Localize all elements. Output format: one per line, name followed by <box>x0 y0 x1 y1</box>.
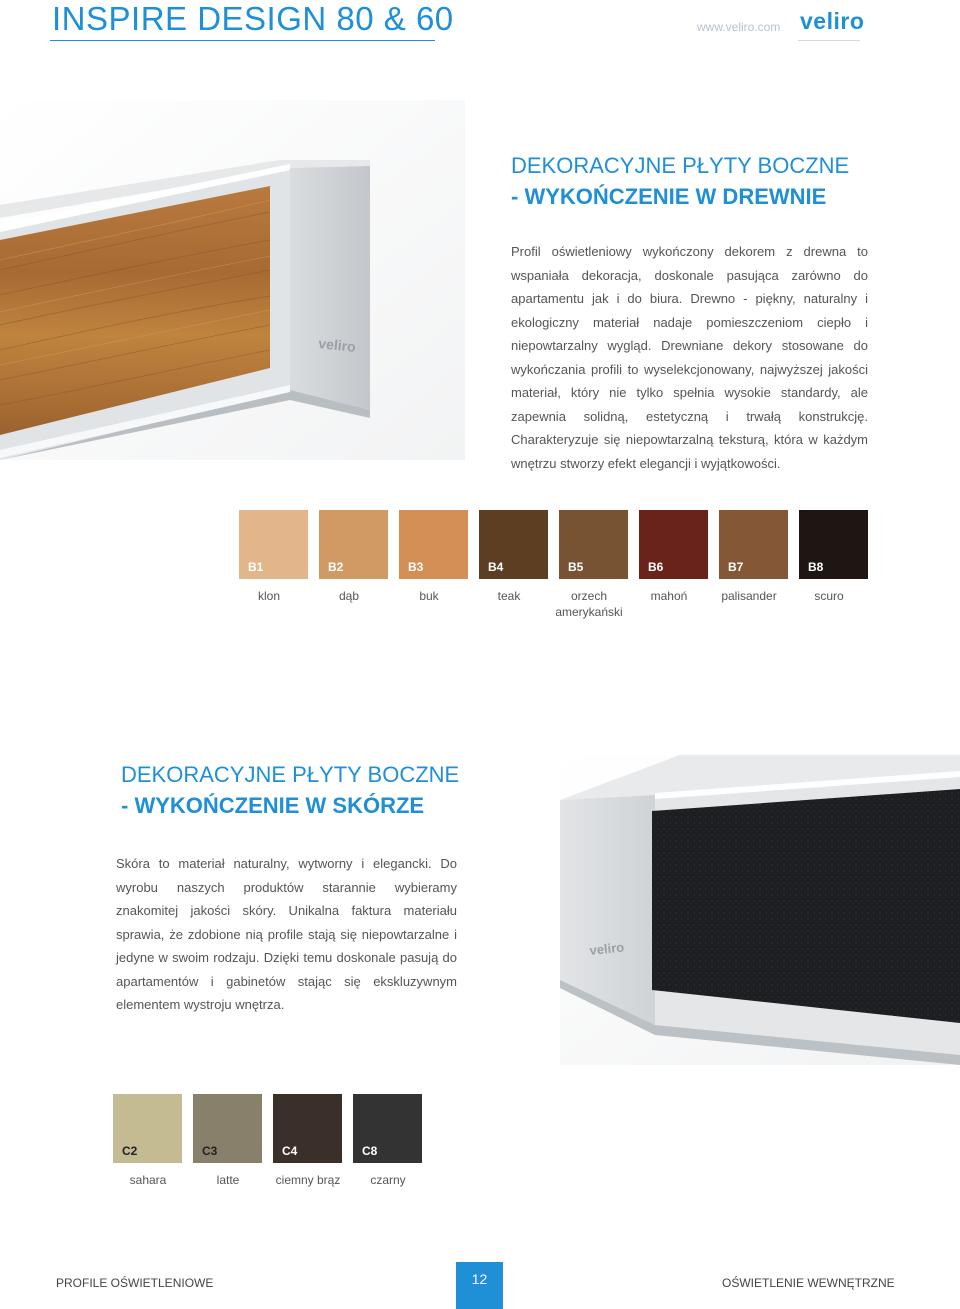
wood-title-line2: - WYKOŃCZENIE W DREWNIE <box>511 184 827 209</box>
leather-section-title <box>121 759 541 821</box>
wood-section-title <box>511 150 931 212</box>
swatch-code: B3 <box>408 560 424 574</box>
wood-profile-image <box>0 100 465 460</box>
swatch-code: B4 <box>488 560 504 574</box>
swatch-name: ciemny brąz <box>275 1173 341 1187</box>
swatch-code: B7 <box>728 560 744 574</box>
header-divider-right <box>798 40 860 41</box>
wood-swatch-b5 <box>559 510 628 579</box>
page-number: 12 <box>471 1271 488 1287</box>
header-divider <box>50 40 435 41</box>
leather-swatch-c2 <box>113 1094 182 1163</box>
swatch-name: scuro <box>814 589 844 603</box>
brand-logo: veliro <box>800 8 865 34</box>
swatch-code: B5 <box>568 560 584 574</box>
leather-profile-image <box>560 755 960 1065</box>
swatch-code: C8 <box>362 1144 378 1158</box>
page-title: INSPIRE DESIGN 80 & 60 <box>52 0 454 37</box>
swatch-code: B8 <box>808 560 824 574</box>
leather-title-line1: DEKORACYJNE PŁYTY BOCZNE <box>121 762 460 787</box>
leather-description: Skóra to materiał naturalny, wytworny i elegancki. Do wyrobu naszych produktów starannie wybieramy znakomitej jakości skóry. Unikalna faktura materiału sprawia, że zdobione nią profile stają się niepowtarzalne i jedyne w swoim rodzaju. Dzięki temu doskonale pasują do apartamentów i gabinetów stając się ekskluzywnym elementem wystroju wnętrza. <box>116 856 457 1012</box>
swatch-code: B1 <box>248 560 264 574</box>
swatch-code: C2 <box>122 1144 138 1158</box>
swatch-name: mahoń <box>650 589 688 603</box>
swatch-code: C3 <box>202 1144 218 1158</box>
wood-description: Profil oświetleniowy wykończony dekorem z drewna to wspaniała dekoracja, doskonale pasująca zarówno do apartamentu jak i do biura. Drewno - piękny, naturalny i ekologiczny materiał nadaje pomieszczeniom ciepło i niepowtarzalny wygląd. Drewniane dekory stosowane do wykończania profili to wyselekcjonowany, najwyższej jakości materiał, który nie tylko spełnia wysokie standardy, ale zapewnia solidną, estetyczną i trwałą konstrukcję. Charakteryzuje się niepowtarzalną teksturą, która w każdym wnętrzu stworzy efekt elegancji i wyjątkowości. <box>511 244 868 471</box>
swatch-code: B6 <box>648 560 664 574</box>
leather-swatch-c8 <box>353 1094 422 1163</box>
wood-swatch-b4 <box>479 510 548 579</box>
wood-swatch-b6 <box>639 510 708 579</box>
swatch-name: latte <box>216 1173 240 1187</box>
swatch-code: C4 <box>282 1144 298 1158</box>
profile-logo: veliro <box>588 939 625 958</box>
swatch-name: teak <box>497 589 521 603</box>
wood-swatch-b3 <box>399 510 468 579</box>
swatch-name: dąb <box>338 589 360 603</box>
profile-logo: veliro <box>317 335 357 355</box>
swatch-name: klon <box>257 589 280 603</box>
leather-title-line2: - WYKOŃCZENIE W SKÓRZE <box>121 793 425 818</box>
wood-swatch-b2 <box>319 510 388 579</box>
footer-left: PROFILE OŚWIETLENIOWE <box>56 1276 214 1290</box>
leather-swatch-c3 <box>193 1094 262 1163</box>
swatch-name: palisander <box>721 589 777 603</box>
wood-swatch-b7 <box>719 510 788 579</box>
header-url[interactable]: www.veliro.com <box>697 20 781 34</box>
wood-swatch-b1 <box>239 510 308 579</box>
swatch-name: sahara <box>129 1173 167 1187</box>
footer-right: OŚWIETLENIE WEWNĘTRZNE <box>722 1276 895 1290</box>
leather-swatch-c4 <box>273 1094 342 1163</box>
swatch-name: buk <box>419 589 439 603</box>
wood-title-line1: DEKORACYJNE PŁYTY BOCZNE <box>511 153 850 178</box>
swatch-code: B2 <box>328 560 344 574</box>
wood-swatch-b8 <box>799 510 868 579</box>
swatch-name: czarny <box>370 1173 406 1187</box>
swatch-name: orzech amerykański <box>555 589 623 619</box>
